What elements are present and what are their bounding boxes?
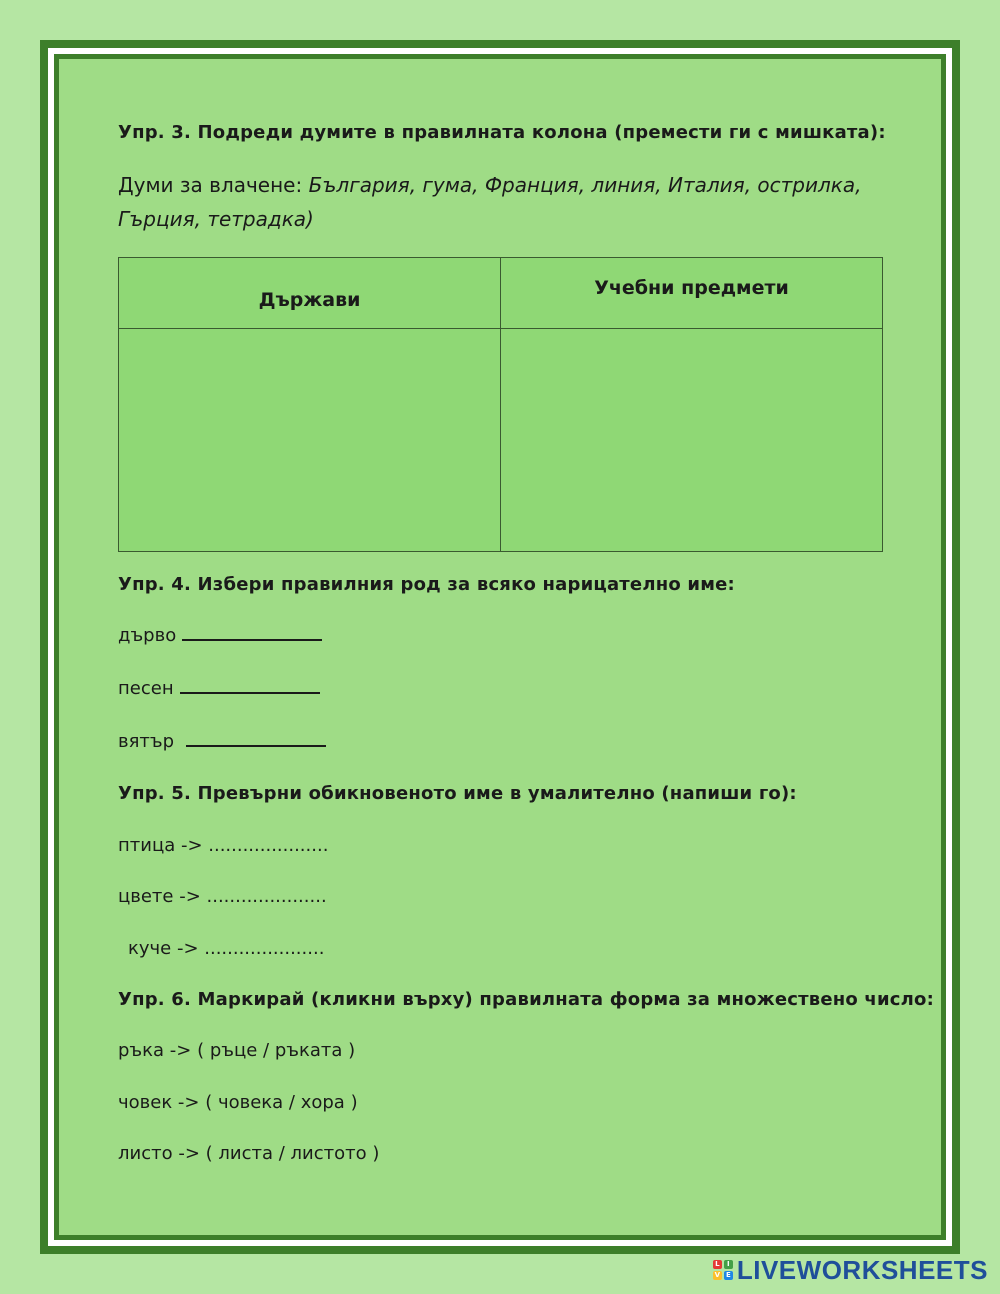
ex3-words-line2 (118, 207, 314, 231)
ex4-word: песен (118, 678, 174, 699)
sort-table (118, 257, 883, 552)
logo-letter: V (714, 1271, 721, 1279)
ex6-row (118, 1040, 355, 1061)
ex4-heading: Упр. 4. Избери правилния род за всяко нарицателно име: (118, 574, 735, 595)
ex3-words-line1 (118, 173, 861, 197)
logo-letter: L (713, 1260, 722, 1269)
drop-zone-countries[interactable] (119, 329, 501, 552)
ex6-row (118, 1143, 379, 1164)
ex6-separator: / (257, 1040, 275, 1061)
ex6-separator: / (273, 1143, 291, 1164)
ex5-heading: Упр. 5. Превърни обикновеното име в умалително (напиши го): (118, 783, 797, 804)
ex5-item[interactable]: птица -> ..................... (118, 835, 329, 856)
ex4-word: дърво (118, 625, 177, 646)
ex6-heading: Упр. 6. Маркирай (кликни върху) правилната форма за множествено число: (118, 989, 935, 1010)
ex6-separator: / (283, 1092, 301, 1113)
ex5-item[interactable]: цвете -> ..................... (118, 886, 327, 907)
col-header-countries (119, 258, 501, 329)
ex4-answer-blank[interactable] (182, 625, 322, 641)
ex5-item[interactable]: куче -> ..................... (128, 938, 325, 959)
ex6-word: листо -> ( (118, 1143, 219, 1164)
logo-letter: E (724, 1271, 733, 1280)
ex6-option[interactable]: ръката (274, 1040, 343, 1061)
ex6-option[interactable]: хора (300, 1092, 345, 1113)
ex4-answer-blank[interactable] (186, 731, 326, 747)
ex6-option[interactable]: ръце (209, 1040, 258, 1061)
live-icon (713, 1260, 733, 1280)
ex6-close-paren: ) (342, 1040, 356, 1061)
col-header-school-supplies-label: Учебни предмети (594, 277, 789, 299)
drop-zone-school-supplies[interactable] (501, 329, 883, 552)
ex6-option[interactable]: човека (217, 1092, 284, 1113)
ex4-item (118, 678, 320, 699)
ex6-word: човек -> ( (118, 1092, 218, 1113)
ex6-row (118, 1092, 358, 1113)
ex6-close-paren: ) (366, 1143, 380, 1164)
ex3-words-list-2: Гърция, тетрадка) (118, 207, 314, 231)
logo-letter: I (724, 1260, 733, 1269)
col-header-school-supplies (501, 258, 883, 329)
ex4-item (118, 731, 326, 752)
ex3-heading: Упр. 3. Подреди думите в правилната колона (премести ги с мишката): (118, 122, 886, 143)
ex3-intro-prefix: Думи за влачене: (118, 173, 309, 197)
page-frame-inner (54, 54, 946, 1240)
ex4-word: вятър (118, 731, 175, 752)
ex4-item (118, 625, 322, 646)
liveworksheets-logo (713, 1256, 988, 1284)
ex6-close-paren: ) (344, 1092, 358, 1113)
ex6-option[interactable]: листа (218, 1143, 273, 1164)
logo-text: LIVEWORKSHEETS (736, 1254, 988, 1285)
ex4-answer-blank[interactable] (180, 678, 320, 694)
ex6-option[interactable]: листото (290, 1143, 367, 1164)
ex3-words-list-1: България, гума, Франция, линия, Италия, острилка, (308, 173, 862, 197)
ex6-word: ръка -> ( (118, 1040, 210, 1061)
col-header-countries-label: Държави (258, 289, 361, 311)
